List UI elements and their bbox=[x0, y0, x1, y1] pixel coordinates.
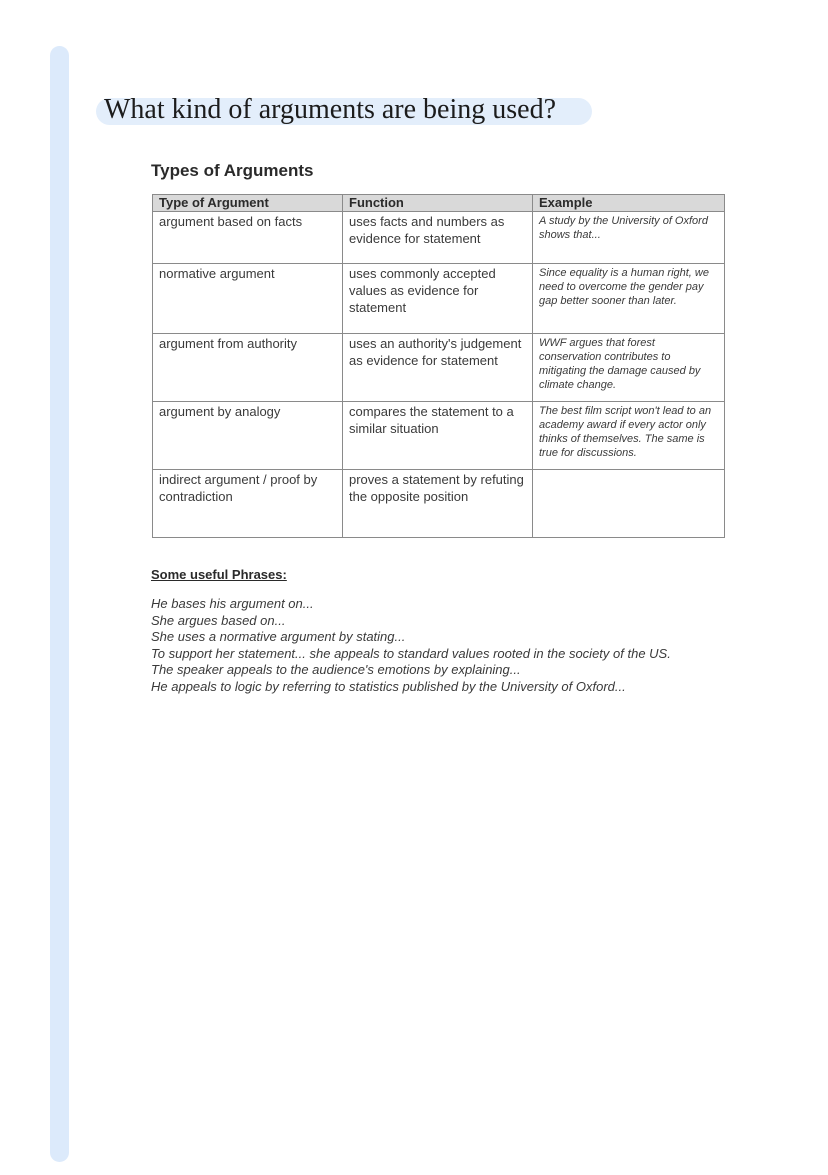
table-row bbox=[153, 334, 725, 402]
table-row bbox=[153, 470, 725, 538]
column-header-example: Example bbox=[533, 195, 725, 212]
cell-type: argument by analogy bbox=[153, 402, 343, 470]
table-row bbox=[153, 402, 725, 470]
cell-type: indirect argument / proof by contradiction bbox=[153, 470, 343, 538]
cell-example: WWF argues that forest conservation contributes to mitigating the damage caused by climate change. bbox=[533, 334, 725, 402]
table-row bbox=[153, 264, 725, 334]
list-item: She uses a normative argument by stating... bbox=[151, 629, 406, 644]
cell-function: compares the statement to a similar situation bbox=[343, 402, 533, 470]
cell-example: Since equality is a human right, we need to overcome the gender pay gap better sooner than later. bbox=[533, 264, 725, 334]
cell-example: A study by the University of Oxford shows that... bbox=[533, 212, 725, 264]
list-item: To support her statement... she appeals to standard values rooted in the society of the US. bbox=[151, 645, 671, 661]
table-row bbox=[153, 212, 725, 264]
list-item: The speaker appeals to the audience's emotions by explaining... bbox=[151, 662, 521, 677]
cell-function: uses facts and numbers as evidence for statement bbox=[343, 212, 533, 264]
column-header-function: Function bbox=[343, 195, 533, 212]
arguments-table bbox=[152, 194, 725, 538]
cell-example bbox=[533, 470, 725, 538]
page-title: What kind of arguments are being used? bbox=[104, 94, 557, 125]
column-header-type: Type of Argument bbox=[153, 195, 343, 212]
left-accent-bar bbox=[50, 46, 69, 1162]
list-item: He appeals to logic by referring to statistics published by the University of Oxford... bbox=[151, 678, 626, 694]
list-item: She argues based on... bbox=[151, 612, 286, 628]
cell-type: normative argument bbox=[153, 264, 343, 334]
list-item: He bases his argument on... bbox=[151, 596, 314, 611]
cell-function: uses commonly accepted values as evidence for statement bbox=[343, 264, 533, 334]
cell-type: argument based on facts bbox=[153, 212, 343, 264]
phrases-list bbox=[151, 596, 721, 695]
table-header-row bbox=[153, 195, 725, 212]
section-title: Types of Arguments bbox=[151, 161, 314, 180]
cell-type: argument from authority bbox=[153, 334, 343, 402]
heading-block bbox=[96, 92, 556, 130]
cell-function: proves a statement by refuting the opposite position bbox=[343, 470, 533, 538]
cell-example: The best film script won't lead to an academy award if every actor only thinks of themselves. The same is true for discussions. bbox=[533, 402, 725, 470]
cell-function: uses an authority's judgement as evidence for statement bbox=[343, 334, 533, 402]
phrases-title: Some useful Phrases: bbox=[151, 567, 287, 582]
